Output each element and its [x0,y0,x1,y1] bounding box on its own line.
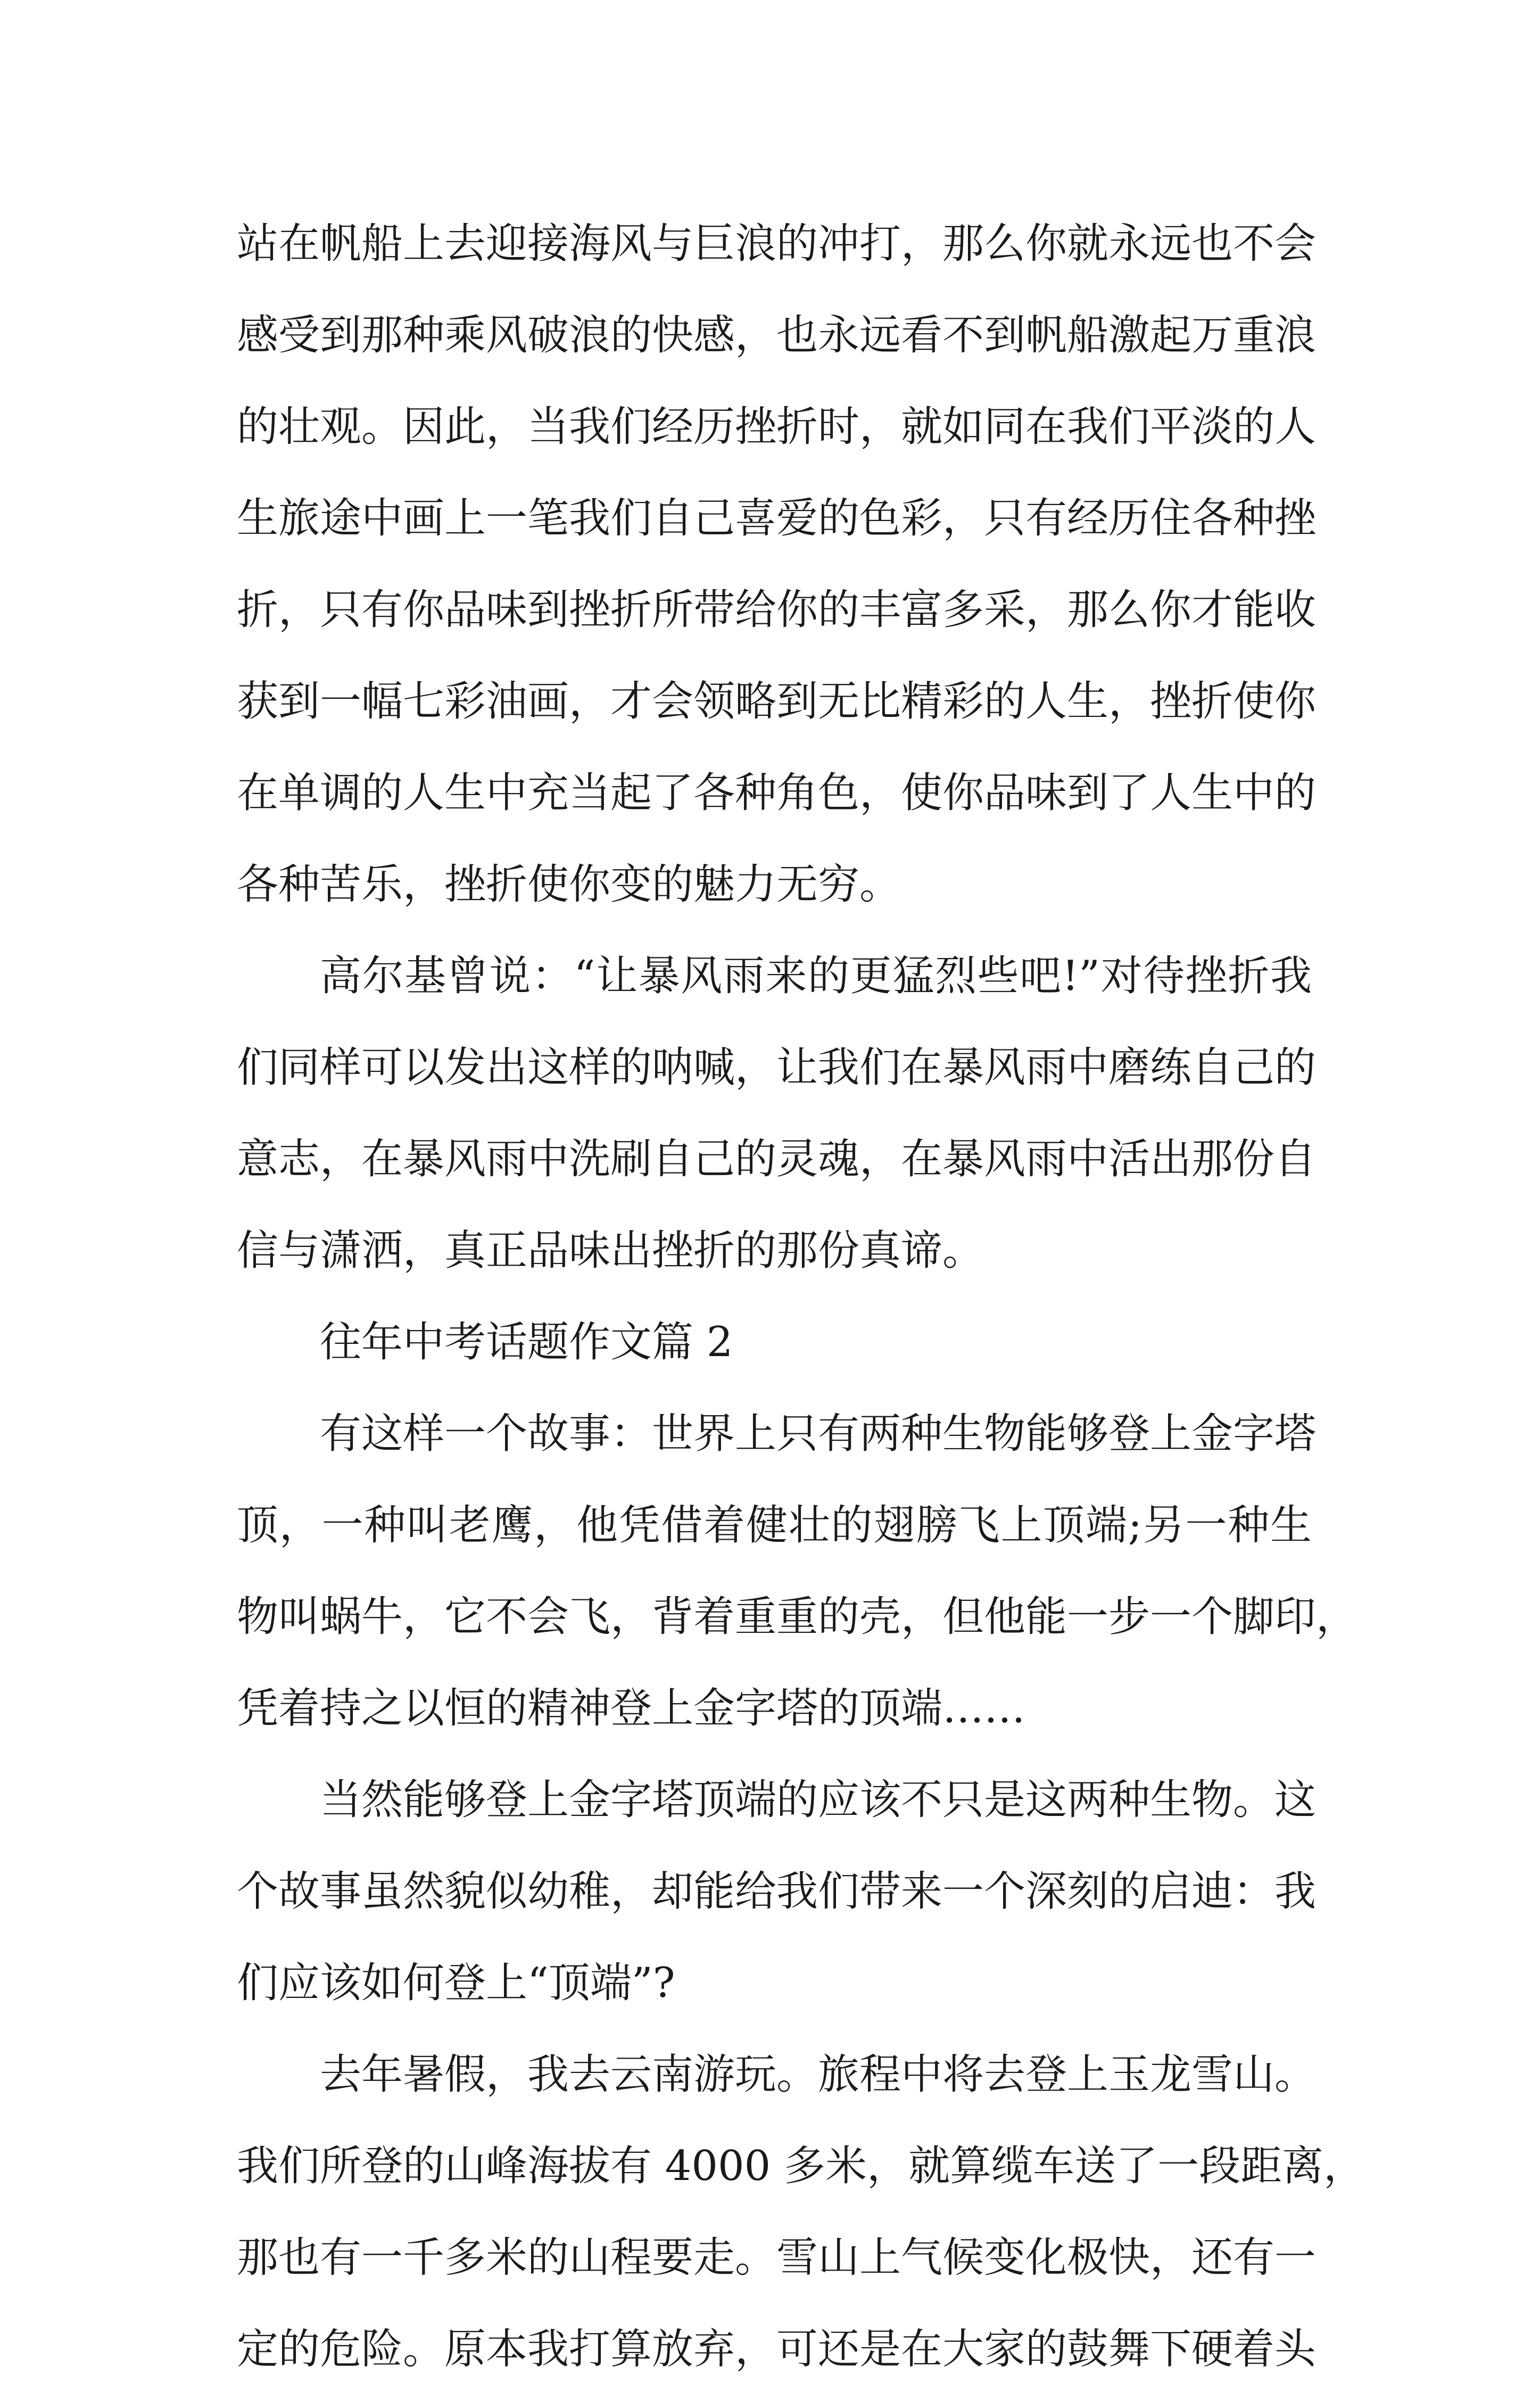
text-line: 当然能够登上金字塔顶端的应该不只是这两种生物。这 [320,1776,1317,1824]
text-line: 那也有一千多米的山程要走。雪山上气候变化极快，还有一 [237,2234,1317,2282]
text-line: 生旅途中画上一笔我们自己喜爱的色彩，只有经历住各种挫 [237,494,1317,542]
text-line: 站在帆船上去迎接海风与巨浪的冲打，那么你就永远也不会 [237,220,1317,268]
text-line: 个故事虽然貌似幼稚，却能给我们带来一个深刻的启迪：我 [237,1868,1317,1915]
text-line: 定的危险。原本我打算放弃，可还是在大家的鼓舞下硬着头 [237,2325,1317,2373]
text-line: 的壮观。因此，当我们经历挫折时，就如同在我们平淡的人 [237,403,1317,451]
text-line: 物叫蜗牛，它不会飞，背着重重的壳，但他能一步一个脚印， [237,1593,1358,1641]
text-line: 有这样一个故事：世界上只有两种生物能够登上金字塔 [320,1410,1317,1458]
text-line: 信与潇洒，真正品味出挫折的那份真谛。 [237,1227,984,1275]
text-line: 顶，一种叫老鹰，他凭借着健壮的翅膀飞上顶端;另一种生 [237,1501,1312,1549]
text-line: 凭着持之以恒的精神登上金字塔的顶端…… [237,1684,1026,1732]
text-line: 在单调的人生中充当起了各种角色，使你品味到了人生中的 [237,769,1317,817]
text-line: 高尔基曾说：“让暴风雨来的更猛烈些吧!”对待挫折我 [320,952,1312,1000]
text-line: 各种苦乐，挫折使你变的魅力无穷。 [237,861,901,909]
text-line: 去年暑假，我去云南游玩。旅程中将去登上玉龙雪山。 [320,2051,1317,2099]
document-body [237,198,1365,2395]
text-line: 获到一幅七彩油画，才会领略到无比精彩的人生，挫折使你 [237,678,1317,725]
text-line: 们同样可以发出这样的呐喊，让我们在暴风雨中磨练自己的 [237,1044,1317,1092]
text-line: 折，只有你品味到挫折所带给你的丰富多采，那么你才能收 [237,586,1317,634]
text-line: 意志，在暴风雨中洗刷自己的灵魂，在暴风雨中活出那份自 [237,1135,1317,1183]
text-line: 我们所登的山峰海拔有 4000 多米，就算缆车送了一段距离， [237,2142,1365,2190]
text-line: 往年中考话题作文篇 2 [320,1318,733,1366]
text-line: 们应该如何登上“顶端”? [237,1959,675,2007]
text-line: 感受到那种乘风破浪的快感，也永远看不到帆船激起万重浪 [237,311,1317,359]
